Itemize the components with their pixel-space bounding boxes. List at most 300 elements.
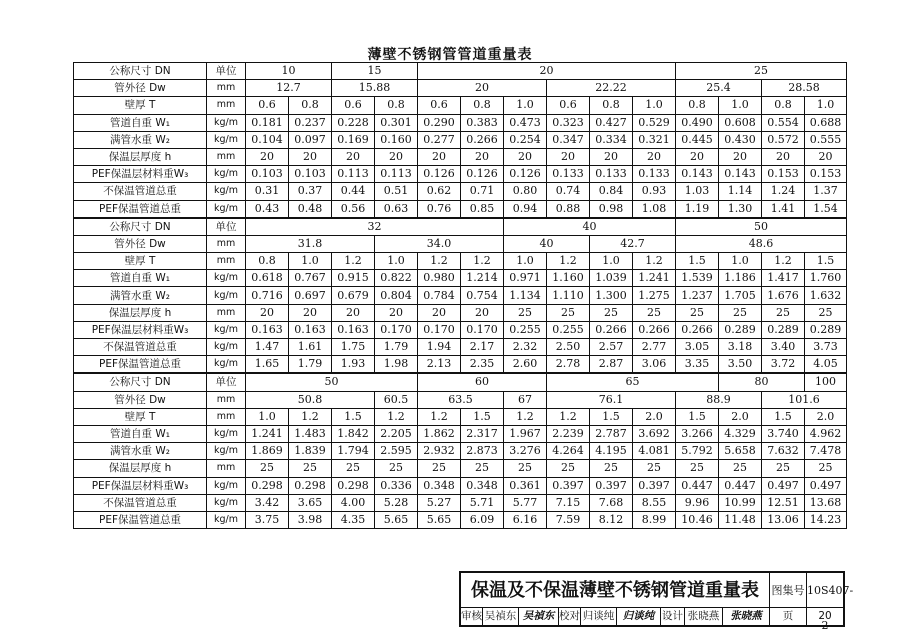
designer-signature: 张晓燕 [723,608,770,625]
data-cell: 0.80 [504,183,547,200]
data-cell: 1.98 [375,356,418,374]
data-cell: 1.2 [332,253,375,270]
data-cell: 1.54 [805,200,847,218]
dw-value: 31.8 [246,235,375,252]
data-cell: 20 [332,304,375,321]
row-label: 满管水重 W₂ [74,443,207,460]
data-cell: 0.163 [246,321,289,338]
dn-value: 60 [418,373,547,391]
data-cell: 1.75 [332,339,375,356]
data-cell: 3.05 [676,339,719,356]
data-cell: 0.51 [375,183,418,200]
row-label: PEF保温管道总重 [74,356,207,374]
table-row [74,460,847,477]
dw-value: 60.5 [375,391,418,408]
row-label: 公称尺寸 DN [74,63,207,80]
atlas-number: 10S407-2 [807,573,843,608]
table-row [74,253,847,270]
data-cell: 0.76 [418,200,461,218]
data-cell: 3.50 [719,356,762,374]
data-cell: 0.31 [246,183,289,200]
dn-value: 25 [676,63,847,80]
data-cell: 1.5 [676,253,719,270]
table-row [74,356,847,374]
data-cell: 0.88 [547,200,590,218]
data-cell: 5.77 [504,494,547,511]
data-cell: 0.397 [547,477,590,494]
data-cell: 1.417 [762,270,805,287]
data-cell: 0.529 [633,114,676,131]
data-cell: 5.28 [375,494,418,511]
data-cell: 1.839 [289,443,332,460]
data-cell: 0.143 [719,166,762,183]
unit-cell: kg/m [207,425,246,442]
data-cell: 0.397 [633,477,676,494]
unit-cell: mm [207,391,246,408]
data-cell: 0.298 [332,477,375,494]
data-cell: 7.632 [762,443,805,460]
data-cell: 0.277 [418,131,461,148]
data-cell: 1.300 [590,287,633,304]
data-cell: 20 [805,148,847,165]
data-cell: 2.32 [504,339,547,356]
unit-cell: kg/m [207,494,246,511]
data-cell: 1.134 [504,287,547,304]
unit-cell: kg/m [207,287,246,304]
data-cell: 2.239 [547,425,590,442]
data-cell: 20 [461,304,504,321]
data-cell: 13.68 [805,494,847,511]
dn-value: 15 [332,63,418,80]
data-cell: 5.27 [418,494,461,511]
dn-value: 50 [676,218,847,236]
data-cell: 0.143 [676,166,719,183]
data-cell: 4.081 [633,443,676,460]
data-cell: 0.163 [332,321,375,338]
data-cell: 0.48 [289,200,332,218]
data-cell: 0.181 [246,114,289,131]
data-cell: 25 [676,460,719,477]
row-label: PEF保温层材料重W₃ [74,477,207,494]
data-cell: 25 [375,460,418,477]
data-cell: 1.0 [504,253,547,270]
data-cell: 0.8 [762,97,805,114]
data-cell: 3.692 [633,425,676,442]
row-label: PEF保温管道总重 [74,200,207,218]
data-cell: 0.383 [461,114,504,131]
data-cell: 5.71 [461,494,504,511]
data-cell: 1.0 [504,97,547,114]
data-cell: 8.55 [633,494,676,511]
data-cell: 1.5 [590,408,633,425]
unit-cell: kg/m [207,183,246,200]
dn-value: 80 [719,373,805,391]
data-cell: 3.65 [289,494,332,511]
data-cell: 4.00 [332,494,375,511]
data-cell: 4.05 [805,356,847,374]
unit-cell: mm [207,80,246,97]
data-cell: 25 [461,460,504,477]
data-cell: 1.94 [418,339,461,356]
data-cell: 1.2 [289,408,332,425]
data-cell: 20 [633,148,676,165]
table-row [74,114,847,131]
data-cell: 0.169 [332,131,375,148]
data-cell: 2.78 [547,356,590,374]
table-title: 薄壁不锈钢管管道重量表 [367,47,533,63]
unit-cell: kg/m [207,114,246,131]
data-cell: 20 [289,304,332,321]
table-row [74,166,847,183]
drawing-title: 保温及不保温薄壁不锈钢管道重量表 [461,573,770,608]
data-cell: 1.842 [332,425,375,442]
table-row [74,477,847,494]
dw-row [74,235,847,252]
data-cell: 1.47 [246,339,289,356]
data-cell: 0.255 [504,321,547,338]
data-cell: 2.35 [461,356,504,374]
data-cell: 20 [418,304,461,321]
data-cell: 0.097 [289,131,332,148]
data-cell: 0.37 [289,183,332,200]
data-cell: 0.361 [504,477,547,494]
data-cell: 0.767 [289,270,332,287]
data-cell: 20 [246,304,289,321]
data-cell: 0.74 [547,183,590,200]
row-label: PEF保温管道总重 [74,511,207,528]
data-cell: 0.71 [461,183,504,200]
data-cell: 0.348 [418,477,461,494]
row-label: 保温层厚度 h [74,460,207,477]
dw-row [74,391,847,408]
designer-name: 张晓燕 [685,608,723,625]
row-label: 管道自重 W₁ [74,425,207,442]
data-cell: 1.61 [289,339,332,356]
data-cell: 0.170 [418,321,461,338]
data-cell: 3.266 [676,425,719,442]
row-label: 不保温管道总重 [74,339,207,356]
row-label: 满管水重 W₂ [74,287,207,304]
dw-value: 25.4 [676,80,762,97]
data-cell: 1.03 [676,183,719,200]
data-cell: 0.266 [676,321,719,338]
data-cell: 0.447 [719,477,762,494]
row-label: 管道自重 W₁ [74,270,207,287]
dn-value: 65 [547,373,719,391]
table-row [74,148,847,165]
data-cell: 0.266 [633,321,676,338]
data-cell: 3.42 [246,494,289,511]
data-cell: 0.754 [461,287,504,304]
data-cell: 25 [547,304,590,321]
dw-value: 40 [504,235,590,252]
data-cell: 2.60 [504,356,547,374]
data-cell: 8.12 [590,511,633,528]
data-cell: 0.163 [289,321,332,338]
dn-value: 40 [504,218,676,236]
unit-cell: mm [207,148,246,165]
data-cell: 1.2 [418,253,461,270]
data-cell: 5.792 [676,443,719,460]
data-cell: 2.317 [461,425,504,442]
data-cell: 0.237 [289,114,332,131]
data-cell: 3.72 [762,356,805,374]
data-cell: 2.787 [590,425,633,442]
data-cell: 0.618 [246,270,289,287]
data-cell: 0.63 [375,200,418,218]
data-cell: 0.113 [332,166,375,183]
dn-value: 32 [246,218,504,236]
table-row [74,97,847,114]
data-cell: 1.2 [633,253,676,270]
data-cell: 25 [289,460,332,477]
data-cell: 0.266 [461,131,504,148]
checker-signature: 归谈纯 [617,608,661,625]
data-cell: 10.99 [719,494,762,511]
data-cell: 1.41 [762,200,805,218]
dw-value: 42.7 [590,235,676,252]
data-cell: 3.75 [246,511,289,528]
review-label: 审核 [461,608,483,625]
data-cell: 25 [762,460,805,477]
dn-header-row [74,63,847,80]
data-cell: 2.873 [461,443,504,460]
data-cell: 0.497 [762,477,805,494]
data-cell: 25 [547,460,590,477]
data-cell: 0.716 [246,287,289,304]
table-row [74,270,847,287]
data-cell: 1.869 [246,443,289,460]
dw-value: 20 [418,80,547,97]
data-cell: 1.79 [289,356,332,374]
data-cell: 6.09 [461,511,504,528]
data-cell: 1.2 [418,408,461,425]
data-cell: 0.427 [590,114,633,131]
data-cell: 1.483 [289,425,332,442]
data-cell: 0.8 [590,97,633,114]
table-row [74,131,847,148]
unit-cell: kg/m [207,477,246,494]
data-cell: 0.104 [246,131,289,148]
data-cell: 0.289 [762,321,805,338]
unit-cell: mm [207,97,246,114]
data-cell: 1.2 [504,408,547,425]
data-cell: 1.862 [418,425,461,442]
data-cell: 2.50 [547,339,590,356]
dw-value: 67 [504,391,547,408]
reviewer-name: 吴禎东 [483,608,519,625]
table-row [74,287,847,304]
data-cell: 0.348 [461,477,504,494]
data-cell: 14.23 [805,511,847,528]
data-cell: 3.40 [762,339,805,356]
dw-value: 88.9 [676,391,762,408]
data-cell: 2.57 [590,339,633,356]
data-cell: 0.289 [719,321,762,338]
data-cell: 4.962 [805,425,847,442]
data-cell: 0.334 [590,131,633,148]
dw-value: 63.5 [418,391,504,408]
data-cell: 20 [246,148,289,165]
dw-value: 12.7 [246,80,332,97]
data-cell: 0.784 [418,287,461,304]
row-label: 管外径 Dw [74,235,207,252]
table-row [74,183,847,200]
data-cell: 1.241 [246,425,289,442]
table-row [74,408,847,425]
data-cell: 0.347 [547,131,590,148]
data-cell: 0.554 [762,114,805,131]
data-cell: 1.0 [719,97,762,114]
data-cell: 0.290 [418,114,461,131]
row-label: 不保温管道总重 [74,183,207,200]
data-cell: 2.77 [633,339,676,356]
data-cell: 0.94 [504,200,547,218]
data-cell: 0.8 [461,97,504,114]
data-cell: 6.16 [504,511,547,528]
data-cell: 0.153 [805,166,847,183]
data-cell: 20 [375,304,418,321]
dw-value: 48.6 [676,235,847,252]
data-cell: 20 [289,148,332,165]
data-cell: 1.2 [375,408,418,425]
data-cell: 1.37 [805,183,847,200]
data-cell: 1.30 [719,200,762,218]
page-number: 20 [818,610,832,622]
table-body [74,63,847,529]
table-row [74,443,847,460]
dn-value: 10 [246,63,332,80]
data-cell: 2.0 [805,408,847,425]
dn-value: 100 [805,373,847,391]
unit-cell: kg/m [207,270,246,287]
row-label: 满管水重 W₂ [74,131,207,148]
data-cell: 1.039 [590,270,633,287]
data-cell: 20 [504,148,547,165]
data-cell: 0.228 [332,114,375,131]
data-cell: 25 [504,304,547,321]
data-cell: 0.980 [418,270,461,287]
data-cell: 25 [719,460,762,477]
dw-value: 28.58 [762,80,847,97]
data-cell: 1.0 [719,253,762,270]
row-label: 壁厚 T [74,97,207,114]
data-cell: 0.822 [375,270,418,287]
data-cell: 0.301 [375,114,418,131]
data-cell: 1.0 [805,97,847,114]
data-cell: 12.51 [762,494,805,511]
data-cell: 25 [762,304,805,321]
data-cell: 7.59 [547,511,590,528]
data-cell: 5.658 [719,443,762,460]
dw-row [74,80,847,97]
data-cell: 1.676 [762,287,805,304]
unit-cell: kg/m [207,511,246,528]
data-cell: 0.8 [375,97,418,114]
data-cell: 20 [332,148,375,165]
data-cell: 0.915 [332,270,375,287]
data-cell: 7.68 [590,494,633,511]
data-cell: 0.126 [504,166,547,183]
row-label: 公称尺寸 DN [74,373,207,391]
data-cell: 0.8 [676,97,719,114]
data-cell: 0.608 [719,114,762,131]
data-cell: 4.35 [332,511,375,528]
data-cell: 3.35 [676,356,719,374]
data-cell: 0.555 [805,131,847,148]
data-cell: 1.2 [461,253,504,270]
data-cell: 4.329 [719,425,762,442]
table-row [74,321,847,338]
title-block [459,571,854,632]
unit-cell: kg/m [207,131,246,148]
data-cell: 7.478 [805,443,847,460]
data-cell: 0.113 [375,166,418,183]
data-cell: 0.447 [676,477,719,494]
unit-header: 单位 [207,218,246,236]
data-cell: 3.98 [289,511,332,528]
data-cell: 1.110 [547,287,590,304]
data-cell: 25 [332,460,375,477]
data-cell: 0.255 [547,321,590,338]
data-cell: 0.56 [332,200,375,218]
table-row [74,511,847,528]
data-cell: 1.241 [633,270,676,287]
data-cell: 0.43 [246,200,289,218]
data-cell: 20 [676,148,719,165]
data-cell: 1.5 [676,408,719,425]
data-cell: 25 [504,460,547,477]
data-cell: 0.336 [375,477,418,494]
data-cell: 0.445 [676,131,719,148]
data-cell: 2.17 [461,339,504,356]
data-cell: 25 [590,304,633,321]
data-cell: 1.186 [719,270,762,287]
data-cell: 1.93 [332,356,375,374]
data-cell: 0.153 [762,166,805,183]
data-cell: 1.24 [762,183,805,200]
data-cell: 2.0 [719,408,762,425]
data-cell: 1.2 [547,408,590,425]
page-label: 页 [770,608,807,625]
data-cell: 0.103 [289,166,332,183]
checker-name: 归谈纯 [581,608,617,625]
data-cell: 1.794 [332,443,375,460]
data-cell: 25 [805,460,847,477]
data-cell: 0.126 [418,166,461,183]
data-cell: 0.62 [418,183,461,200]
atlas-label: 图集号 [770,573,807,608]
data-cell: 1.14 [719,183,762,200]
data-cell: 3.73 [805,339,847,356]
data-cell: 0.103 [246,166,289,183]
data-cell: 25 [633,460,676,477]
data-cell: 25 [246,460,289,477]
data-cell: 5.65 [418,511,461,528]
data-cell: 1.0 [633,97,676,114]
data-cell: 4.264 [547,443,590,460]
dn-header-row [74,218,847,236]
data-cell: 25 [805,304,847,321]
data-cell: 0.679 [332,287,375,304]
data-cell: 5.65 [375,511,418,528]
data-cell: 0.6 [332,97,375,114]
dw-value: 76.1 [547,391,676,408]
data-cell: 1.0 [289,253,332,270]
data-cell: 25 [633,304,676,321]
data-cell: 1.2 [762,253,805,270]
data-cell: 2.595 [375,443,418,460]
